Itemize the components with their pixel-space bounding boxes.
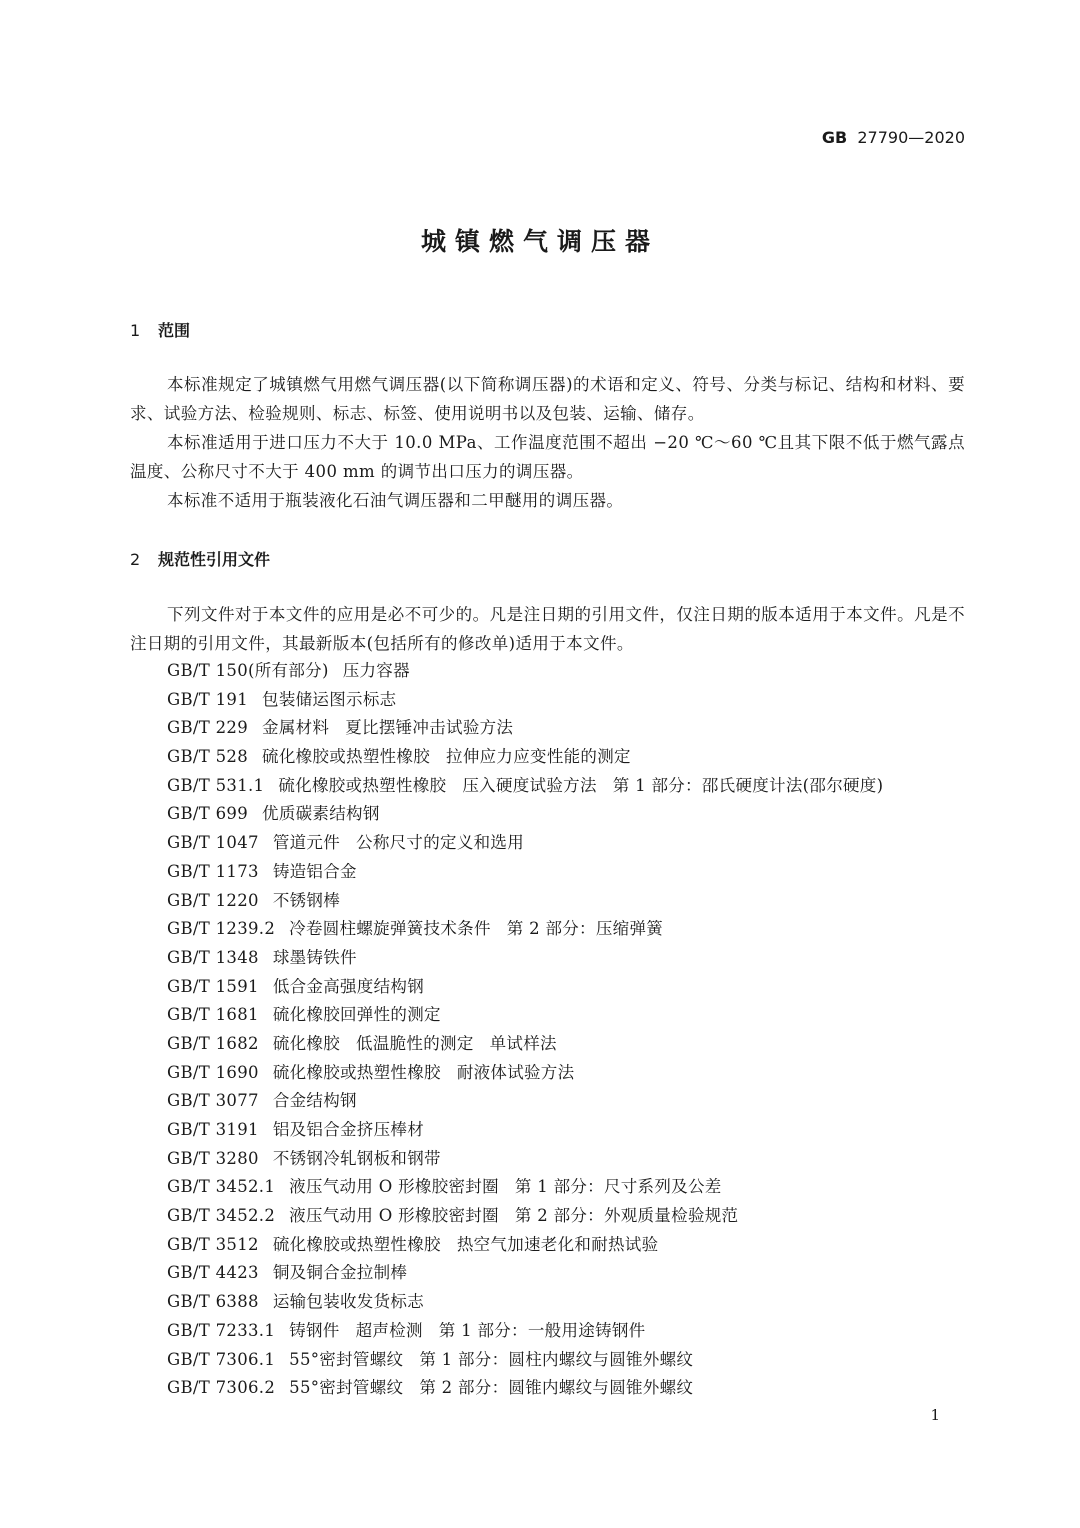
reference-title-part: 运输包装收发货标志 — [272, 1292, 425, 1312]
reference-code: GB/T 1047 — [167, 833, 259, 853]
reference-item — [167, 714, 967, 743]
reference-code: GB/T 7306.2 — [167, 1378, 276, 1398]
reference-title-part: 铝及铝合金挤压棒材 — [272, 1120, 425, 1139]
reference-code: GB/T 3280 — [167, 1148, 259, 1168]
section-heading-normative-references — [130, 547, 270, 570]
reference-item — [167, 1317, 967, 1346]
reference-code: GB/T 7233.1 — [167, 1320, 276, 1340]
reference-item — [167, 829, 967, 858]
scope-paragraph: 本标准不适用于瓶装液化石油气调压器和二甲醚用的调压器。 — [167, 491, 624, 510]
reference-title-part: 耐液体试验方法 — [456, 1062, 575, 1082]
reference-title-part: 热空气加速老化和耐热试验 — [456, 1234, 659, 1254]
section-title: 规范性引用文件 — [158, 550, 271, 569]
reference-title-part: 夏比摆锤冲击试验方法 — [345, 718, 514, 738]
reference-title-part: 55°密封管螺纹 — [289, 1349, 404, 1369]
reference-code: GB/T 4423 — [167, 1263, 259, 1283]
reference-title-part: 硫化橡胶或热塑性橡胶 — [278, 775, 447, 795]
section-title: 范围 — [158, 321, 191, 340]
reference-code: GB/T 7306.1 — [167, 1349, 276, 1369]
reference-item — [167, 915, 967, 944]
reference-item — [167, 686, 967, 715]
reference-title-part: 球墨铸铁件 — [272, 947, 357, 967]
reference-code: GB/T 1239.2 — [167, 919, 276, 939]
reference-title-part: 第 1 部分：一般用途铸钢件 — [438, 1320, 646, 1340]
reference-code: GB/T 3077 — [167, 1091, 259, 1111]
reference-title-part: 硫化橡胶回弹性的测定 — [272, 1005, 441, 1025]
reference-title-part: 不锈钢冷轧钢板和钢带 — [272, 1148, 441, 1168]
reference-title-part: 管道元件 — [272, 833, 341, 853]
reference-item — [167, 1374, 967, 1403]
reference-code: GB/T 531.1 — [167, 775, 265, 795]
reference-code: GB/T 528 — [167, 747, 249, 767]
reference-title-part: 第 1 部分：邵氏硬度计法(邵尔硬度) — [612, 775, 884, 795]
reference-code: GB/T 1348 — [167, 947, 259, 967]
reference-title-part: 第 1 部分：尺寸系列及公差 — [514, 1177, 722, 1197]
reference-title-part: 第 1 部分：圆柱内螺纹与圆锥外螺纹 — [419, 1349, 694, 1369]
reference-title-part: 第 2 部分：压缩弹簧 — [506, 919, 664, 939]
reference-title-part: 液压气动用 O 形橡胶密封圈 — [289, 1206, 499, 1226]
reference-code: GB/T 6388 — [167, 1292, 259, 1312]
reference-title-part: 铸造铝合金 — [272, 861, 357, 881]
standard-prefix: GB — [821, 128, 848, 147]
reference-title-part: 第 2 部分：圆锥内螺纹与圆锥外螺纹 — [419, 1378, 694, 1398]
reference-title-part: 55°密封管螺纹 — [289, 1378, 404, 1398]
reference-title-part: 压力容器 — [342, 661, 410, 680]
reference-title-part: 第 2 部分：外观质量检验规范 — [514, 1206, 739, 1226]
reference-code: GB/T 3452.1 — [167, 1177, 276, 1197]
reference-item — [167, 858, 967, 887]
section-heading-scope — [130, 318, 190, 341]
reference-title-part: 硫化橡胶或热塑性橡胶 — [272, 1234, 441, 1254]
references-intro: 下列文件对于本文件的应用是必不可少的。凡是注日期的引用文件，仅注日期的版本适用于本文件。凡是不注日期的引用文件，其最新版本(包括所有的修改单)适用于本文件。 — [130, 605, 965, 653]
reference-title-part: 公称尺寸的定义和选用 — [356, 833, 525, 853]
reference-title-part: 硫化橡胶或热塑性橡胶 — [272, 1062, 441, 1082]
reference-item — [167, 1116, 967, 1145]
reference-item — [167, 1346, 967, 1375]
reference-code: GB/T 3191 — [167, 1120, 259, 1139]
reference-item — [167, 657, 967, 686]
reference-title-part: 铸钢件 — [289, 1320, 340, 1340]
reference-item — [167, 1087, 967, 1116]
reference-title-part: 压入硬度试验方法 — [462, 775, 597, 795]
reference-item — [167, 1059, 967, 1088]
reference-code: GB/T 1591 — [167, 976, 259, 996]
reference-list — [167, 657, 967, 1403]
reference-title-part: 冷卷圆柱螺旋弹簧技术条件 — [289, 919, 491, 939]
reference-code: GB/T 191 — [167, 689, 249, 709]
reference-title-part: 超声检测 — [355, 1320, 423, 1340]
reference-code: GB/T 150(所有部分) — [167, 661, 329, 680]
reference-code: GB/T 699 — [167, 804, 249, 824]
reference-title-part: 单试样法 — [489, 1033, 557, 1053]
reference-code: GB/T 1220 — [167, 890, 259, 910]
reference-item — [167, 1173, 967, 1202]
reference-item — [167, 1259, 967, 1288]
reference-code: GB/T 1173 — [167, 861, 259, 881]
reference-title-part: 硫化橡胶 — [272, 1033, 341, 1053]
reference-title-part: 优质碳素结构钢 — [262, 804, 380, 824]
reference-code: GB/T 1681 — [167, 1005, 259, 1025]
reference-title-part: 低合金高强度结构钢 — [272, 976, 425, 996]
section-number: 1 — [130, 321, 141, 340]
reference-item — [167, 743, 967, 772]
reference-code: GB/T 1682 — [167, 1033, 259, 1053]
reference-title-part: 低温脆性的测定 — [356, 1033, 474, 1053]
scope-paragraph: 本标准适用于进口压力不大于 10.0 MPa、工作温度范围不超出 −20 ℃～60 ℃且其下限不低于燃气露点温度、公称尺寸不大于 400 mm 的调节出口压力的调压器。 — [130, 433, 965, 481]
reference-code: GB/T 3512 — [167, 1234, 259, 1254]
reference-title-part: 金属材料 — [262, 718, 330, 738]
reference-item — [167, 1001, 967, 1030]
reference-item — [167, 800, 967, 829]
reference-title-part: 硫化橡胶或热塑性橡胶 — [262, 747, 431, 767]
standard-code — [822, 128, 965, 147]
reference-title-part: 不锈钢棒 — [272, 890, 341, 910]
reference-code: GB/T 229 — [167, 718, 249, 738]
standard-number: 27790—2020 — [857, 128, 965, 147]
reference-item — [167, 1288, 967, 1317]
reference-item — [167, 944, 967, 973]
reference-item — [167, 772, 967, 801]
reference-item — [167, 1231, 967, 1260]
reference-code: GB/T 1690 — [167, 1062, 259, 1082]
scope-paragraph: 本标准规定了城镇燃气用燃气调压器(以下简称调压器)的术语和定义、符号、分类与标记、结构和材料、要求、试验方法、检验规则、标志、标签、使用说明书以及包装、运输、储存。 — [130, 375, 965, 423]
section-number: 2 — [130, 550, 141, 569]
document-title: 城镇燃气调压器 — [420, 227, 659, 256]
reference-title-part: 液压气动用 O 形橡胶密封圈 — [289, 1177, 499, 1197]
reference-item — [167, 1202, 967, 1231]
reference-title-part: 拉伸应力应变性能的测定 — [446, 747, 631, 767]
reference-item — [167, 1145, 967, 1174]
reference-title-part: 合金结构钢 — [272, 1091, 357, 1111]
reference-item — [167, 887, 967, 916]
page-number: 1 — [930, 1406, 940, 1424]
reference-item — [167, 973, 967, 1002]
reference-code: GB/T 3452.2 — [167, 1206, 276, 1226]
reference-title-part: 铜及铜合金拉制棒 — [272, 1263, 408, 1283]
reference-item — [167, 1030, 967, 1059]
reference-title-part: 包装储运图示标志 — [262, 689, 397, 709]
